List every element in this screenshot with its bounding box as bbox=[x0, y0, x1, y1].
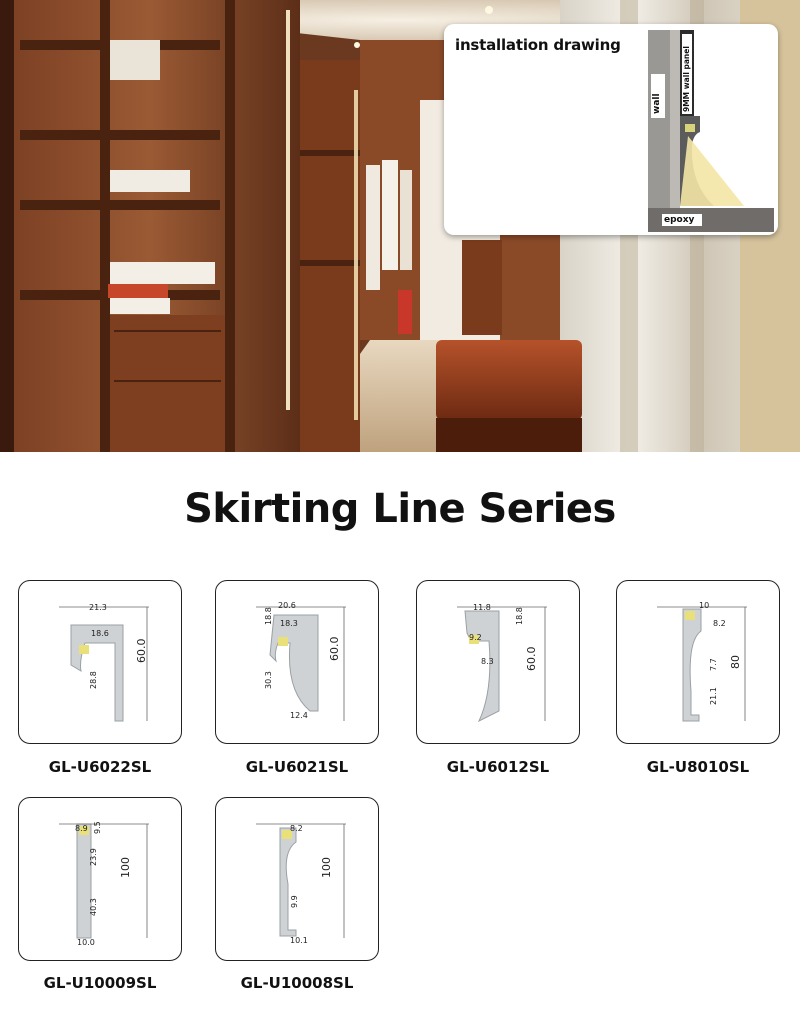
product-card-gl-u8010sl bbox=[616, 580, 780, 744]
profile-shape bbox=[683, 609, 701, 721]
dimension-label: 30.3 bbox=[264, 671, 273, 689]
dimension-label: 100 bbox=[320, 857, 333, 878]
panel-label-text: 9MM wall panel bbox=[682, 46, 691, 112]
product-card-gl-u6012sl bbox=[416, 580, 580, 744]
profile-shape bbox=[280, 828, 296, 936]
profile-drawing bbox=[417, 581, 580, 744]
dimension-label: 21.1 bbox=[709, 687, 718, 705]
product-card-gl-u6021sl bbox=[215, 580, 379, 744]
epoxy-label: epoxy bbox=[664, 215, 695, 225]
dimension-label: 9.9 bbox=[290, 895, 299, 908]
product-model-label: GL-U10009SL bbox=[43, 974, 157, 992]
installation-diagram bbox=[444, 24, 778, 235]
dimension-label: 8.2 bbox=[290, 824, 303, 833]
dimension-label: 28.8 bbox=[89, 671, 98, 689]
product-model-label: GL-U6012SL bbox=[446, 758, 550, 776]
wall-label bbox=[651, 76, 665, 116]
dimension-label: 20.6 bbox=[278, 601, 296, 610]
dimension-label: 100 bbox=[119, 857, 132, 878]
profile-shape bbox=[270, 615, 318, 711]
profile-shape bbox=[465, 611, 499, 721]
product-card-gl-u6022sl bbox=[18, 580, 182, 744]
dimension-label: 8.2 bbox=[713, 619, 726, 628]
dimension-label: 9.2 bbox=[469, 633, 482, 642]
product-model-label: GL-U10008SL bbox=[240, 974, 354, 992]
hero-image bbox=[0, 0, 800, 452]
product-card-gl-u10009sl bbox=[18, 797, 182, 961]
dimension-label: 80 bbox=[729, 655, 742, 669]
dimension-label: 60.0 bbox=[328, 636, 341, 661]
dimension-label: 18.8 bbox=[264, 607, 273, 625]
dimension-label: 40.3 bbox=[89, 898, 98, 916]
product-model-label: GL-U8010SL bbox=[646, 758, 750, 776]
dimension-label: 10.1 bbox=[290, 936, 308, 945]
dimension-label: 11.8 bbox=[473, 603, 491, 612]
dimension-label: 7.7 bbox=[709, 658, 718, 671]
wall-label-text: wall bbox=[652, 93, 662, 114]
dimension-label: 10 bbox=[699, 601, 710, 610]
dimension-label: 8.3 bbox=[481, 657, 494, 666]
dimension-label: 9.5 bbox=[93, 821, 102, 834]
dimension-label: 10.0 bbox=[77, 938, 95, 947]
installation-drawing-panel bbox=[444, 24, 778, 235]
led-strip bbox=[685, 611, 695, 620]
dimension-label: 21.3 bbox=[89, 603, 107, 612]
dimension-label: 8.9 bbox=[75, 824, 88, 833]
profile-shape bbox=[77, 824, 91, 938]
led-strip bbox=[79, 645, 89, 654]
series-title: Skirting Line Series bbox=[184, 486, 616, 532]
dimension-label: 18.3 bbox=[280, 619, 298, 628]
dimension-label: 23.9 bbox=[89, 848, 98, 866]
panel-label bbox=[682, 34, 692, 114]
dimension-label: 60.0 bbox=[525, 646, 538, 671]
led-strip bbox=[278, 637, 288, 646]
dimension-label: 18.6 bbox=[91, 629, 109, 638]
dimension-label: 60.0 bbox=[135, 638, 148, 663]
product-model-label: GL-U6022SL bbox=[48, 758, 152, 776]
installation-drawing-title: installation drawing bbox=[455, 36, 621, 54]
product-card-gl-u10008sl bbox=[215, 797, 379, 961]
dimension-label: 18.8 bbox=[515, 607, 524, 625]
dimension-label: 12.4 bbox=[290, 711, 308, 720]
product-model-label: GL-U6021SL bbox=[245, 758, 349, 776]
